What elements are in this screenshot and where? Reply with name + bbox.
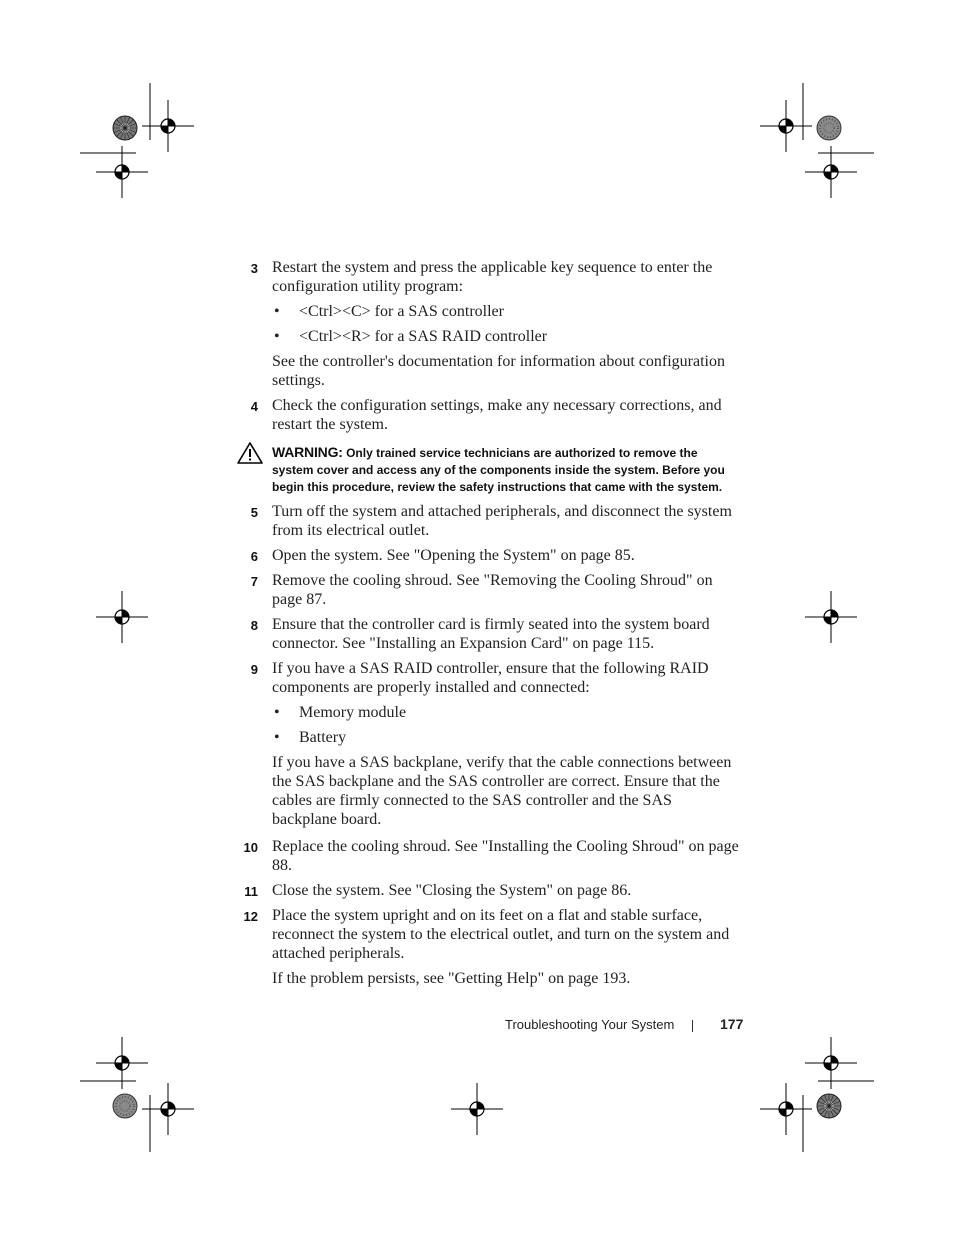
step-text: Place the system upright and on its feet on a flat and stable surface, reconnect the system to the electrical outlet, and turn on the system and attached peripherals. <box>272 907 730 962</box>
step-text: Ensure that the controller card is firmly seated into the system board connector. See "Installing an Expansion Card" on page 115. <box>272 616 710 652</box>
step-5 <box>240 502 740 540</box>
step-note: If you have a SAS backplane, verify that the cable connections between the SAS backplane and the SAS controller are correct. Ensure that the cables are firmly connected to the SAS controller and the SAS backplane board. <box>272 754 732 828</box>
bullet-glyph: • <box>274 729 280 746</box>
step-text: Remove the cooling shroud. See "Removing the Cooling Shroud" on page 87. <box>272 572 713 608</box>
step-note: If the problem persists, see "Getting Help" on page 193. <box>272 970 631 987</box>
step-text: Replace the cooling shroud. See "Installing the Cooling Shroud" on page 88. <box>272 838 739 874</box>
list-item-text: <Ctrl><R> for a SAS RAID controller <box>299 328 548 345</box>
step-number: 10 <box>243 840 258 855</box>
step-6 <box>240 546 740 565</box>
step-9 <box>240 659 740 829</box>
list-item <box>272 728 740 747</box>
list-item <box>272 302 740 321</box>
list-item-text: <Ctrl><C> for a SAS controller <box>299 303 504 320</box>
footer-divider <box>692 1020 693 1032</box>
step-number: 5 <box>250 505 258 520</box>
step-4 <box>240 396 740 434</box>
step-7 <box>240 571 740 609</box>
step-number: 4 <box>250 399 258 414</box>
step-3 <box>240 258 740 390</box>
list-item-text: Memory module <box>299 704 407 721</box>
key-sequence-list <box>272 302 740 346</box>
footer-section-title: Troubleshooting Your System <box>505 1017 675 1032</box>
procedure-content <box>240 258 740 994</box>
step-number: 3 <box>250 261 258 276</box>
step-text: If you have a SAS RAID controller, ensure that the following RAID components are properly installed and connected: <box>272 660 709 696</box>
warning-box <box>240 444 740 496</box>
step-text: Check the configuration settings, make any necessary corrections, and restart the system. <box>272 397 722 433</box>
step-note: See the controller's documentation for information about configuration settings. <box>272 353 725 389</box>
step-number: 9 <box>250 662 258 677</box>
step-number: 7 <box>250 574 258 589</box>
list-item <box>272 703 740 722</box>
step-text: Open the system. See "Opening the System" on page 85. <box>272 547 635 564</box>
step-10 <box>240 837 740 875</box>
step-number: 6 <box>250 549 258 564</box>
step-text: Restart the system and press the applicable key sequence to enter the configuration utility program: <box>272 259 713 295</box>
step-11 <box>240 881 740 900</box>
page-number: 177 <box>720 1016 744 1032</box>
step-number: 11 <box>244 884 258 899</box>
step-12 <box>240 906 740 988</box>
raid-components-list <box>272 703 740 747</box>
step-number: 8 <box>250 618 258 633</box>
bullet-glyph: • <box>274 328 280 345</box>
step-text: Close the system. See "Closing the System" on page 86. <box>272 882 632 899</box>
list-item-text: Battery <box>299 729 347 746</box>
step-8 <box>240 615 740 653</box>
bullet-glyph: • <box>274 303 280 320</box>
step-number: 12 <box>243 909 258 924</box>
warning-triangle-icon <box>236 441 264 465</box>
bullet-glyph: • <box>274 704 280 721</box>
warning-label: WARNING: <box>272 444 343 460</box>
step-text: Turn off the system and attached peripherals, and disconnect the system from its electrical outlet. <box>272 503 732 539</box>
list-item <box>272 327 740 346</box>
warning-text: Only trained service technicians are authorized to remove the system cover and access any of the components inside the system. Before you begin this procedure, review the safety instructions that came with the system. <box>272 446 725 494</box>
